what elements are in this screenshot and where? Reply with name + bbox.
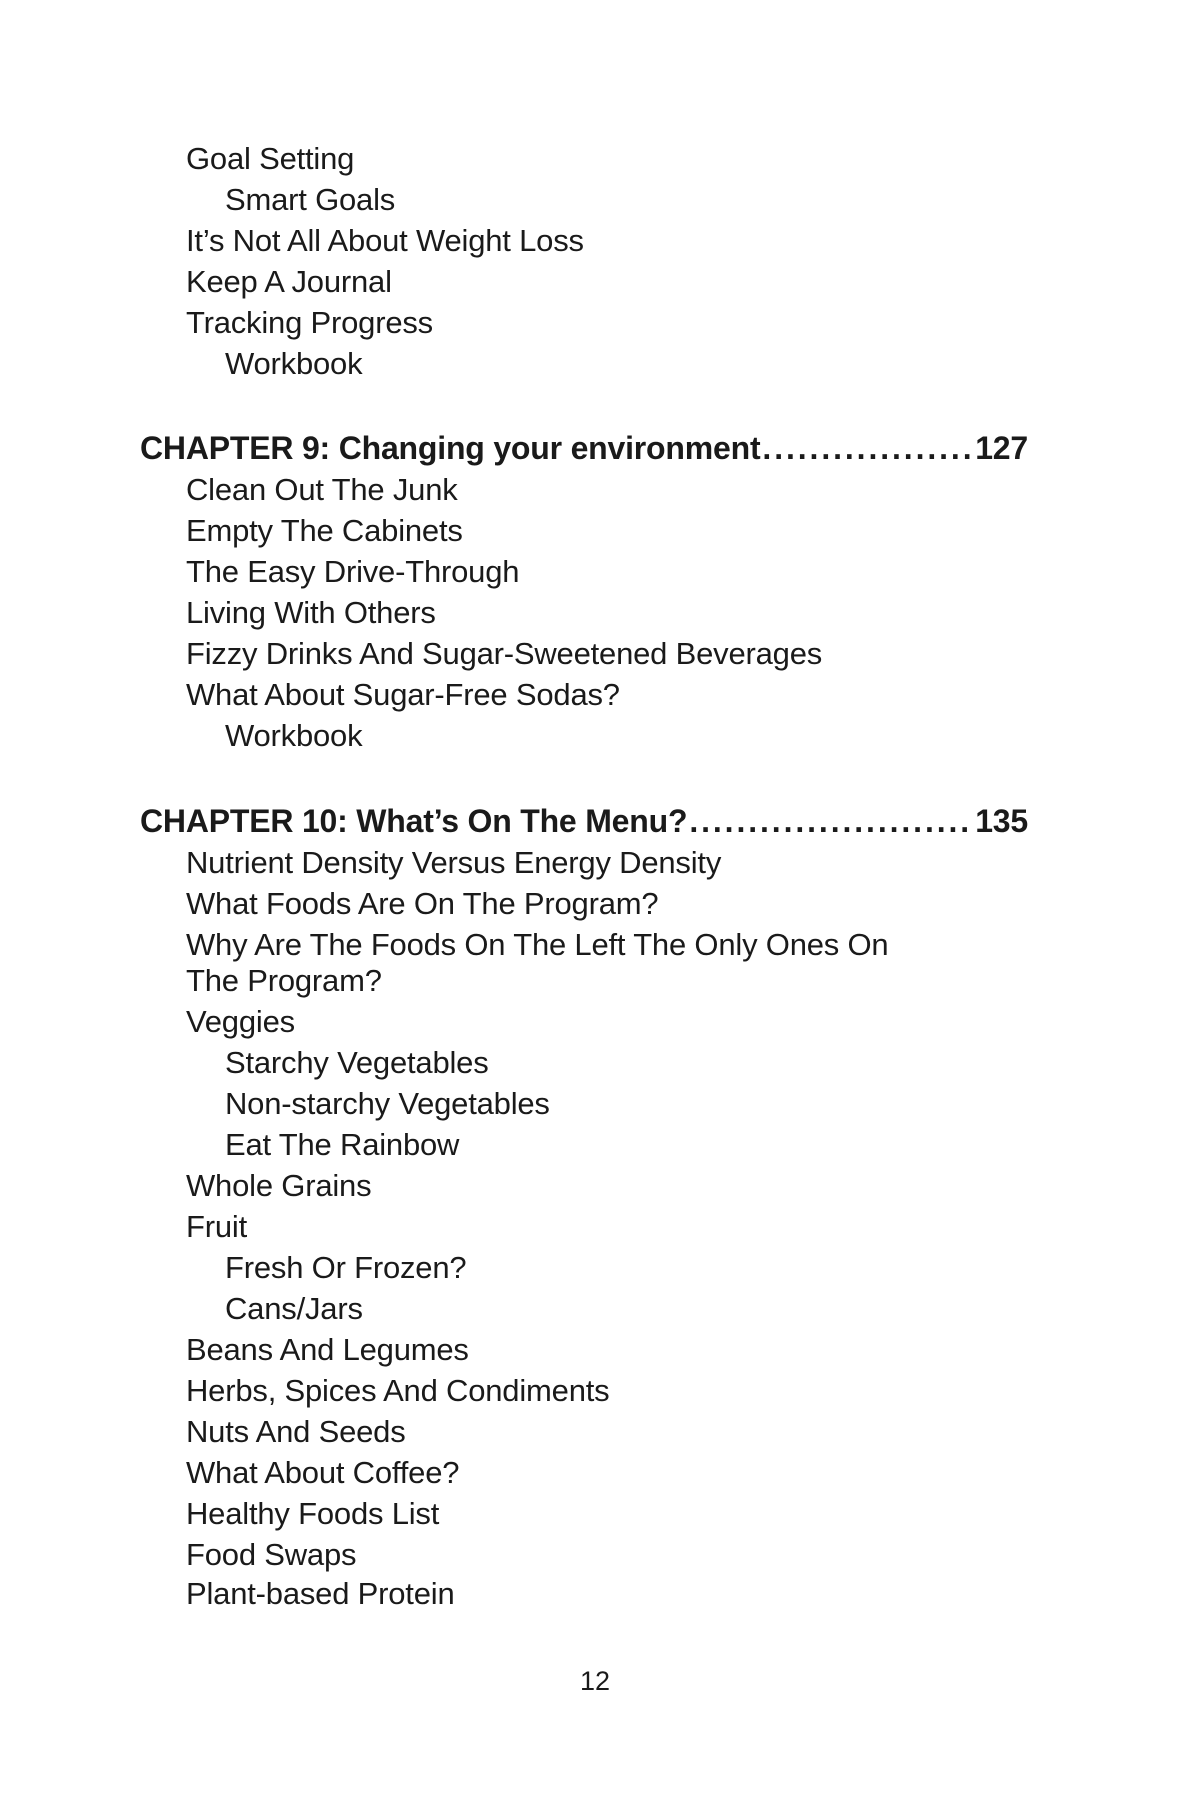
chapter-page-number: 135 xyxy=(975,803,1028,839)
toc-entry-continuation: The Program? xyxy=(186,963,382,998)
toc-entry: It’s Not All About Weight Loss xyxy=(186,223,584,258)
dot-leader xyxy=(762,428,973,468)
toc-entry: Empty The Cabinets xyxy=(186,513,463,548)
chapter-10-heading xyxy=(140,801,1028,841)
toc-entry: Keep A Journal xyxy=(186,264,392,299)
toc-subentry: Workbook xyxy=(225,346,363,381)
chapter-9-heading xyxy=(140,428,1028,468)
toc-entry: Veggies xyxy=(186,1004,295,1039)
toc-entry: Beans And Legumes xyxy=(186,1332,469,1367)
toc-subentry: Non-starchy Vegetables xyxy=(225,1086,550,1121)
toc-entry: The Easy Drive-Through xyxy=(186,554,520,589)
toc-subentry: Fresh Or Frozen? xyxy=(225,1250,467,1285)
toc-entry: Goal Setting xyxy=(186,141,355,176)
toc-entry: Food Swaps xyxy=(186,1537,357,1572)
toc-entry: Nuts And Seeds xyxy=(186,1414,406,1449)
chapter-page-number: 127 xyxy=(975,430,1028,466)
dot-leader xyxy=(689,801,973,841)
chapter-title: CHAPTER 9: Changing your environment xyxy=(140,430,761,466)
toc-entry: Tracking Progress xyxy=(186,305,433,340)
toc-subentry: Workbook xyxy=(225,718,363,753)
toc-entry: What Foods Are On The Program? xyxy=(186,886,659,921)
toc-entry: Living With Others xyxy=(186,595,436,630)
toc-entry: Whole Grains xyxy=(186,1168,372,1203)
chapter-title: CHAPTER 10: What’s On The Menu? xyxy=(140,803,688,839)
toc-subentry: Starchy Vegetables xyxy=(225,1045,489,1080)
toc-subentry: Cans/Jars xyxy=(225,1291,363,1326)
toc-entry: Herbs, Spices And Condiments xyxy=(186,1373,610,1408)
toc-subentry: Eat The Rainbow xyxy=(225,1127,460,1162)
toc-entry: Healthy Foods List xyxy=(186,1496,440,1531)
toc-entry: Clean Out The Junk xyxy=(186,472,458,507)
toc-entry: Fizzy Drinks And Sugar-Sweetened Beverages xyxy=(186,636,823,671)
toc-entry: What About Sugar-Free Sodas? xyxy=(186,677,620,712)
toc-entry: Nutrient Density Versus Energy Density xyxy=(186,845,722,880)
toc-entry: Plant-based Protein xyxy=(186,1576,455,1611)
toc-entry: What About Coffee? xyxy=(186,1455,460,1490)
page-number: 12 xyxy=(579,1666,611,1696)
toc-entry: Why Are The Foods On The Left The Only Ones On xyxy=(186,927,889,962)
toc-entry: Fruit xyxy=(186,1209,248,1244)
toc-subentry: Smart Goals xyxy=(225,182,396,217)
